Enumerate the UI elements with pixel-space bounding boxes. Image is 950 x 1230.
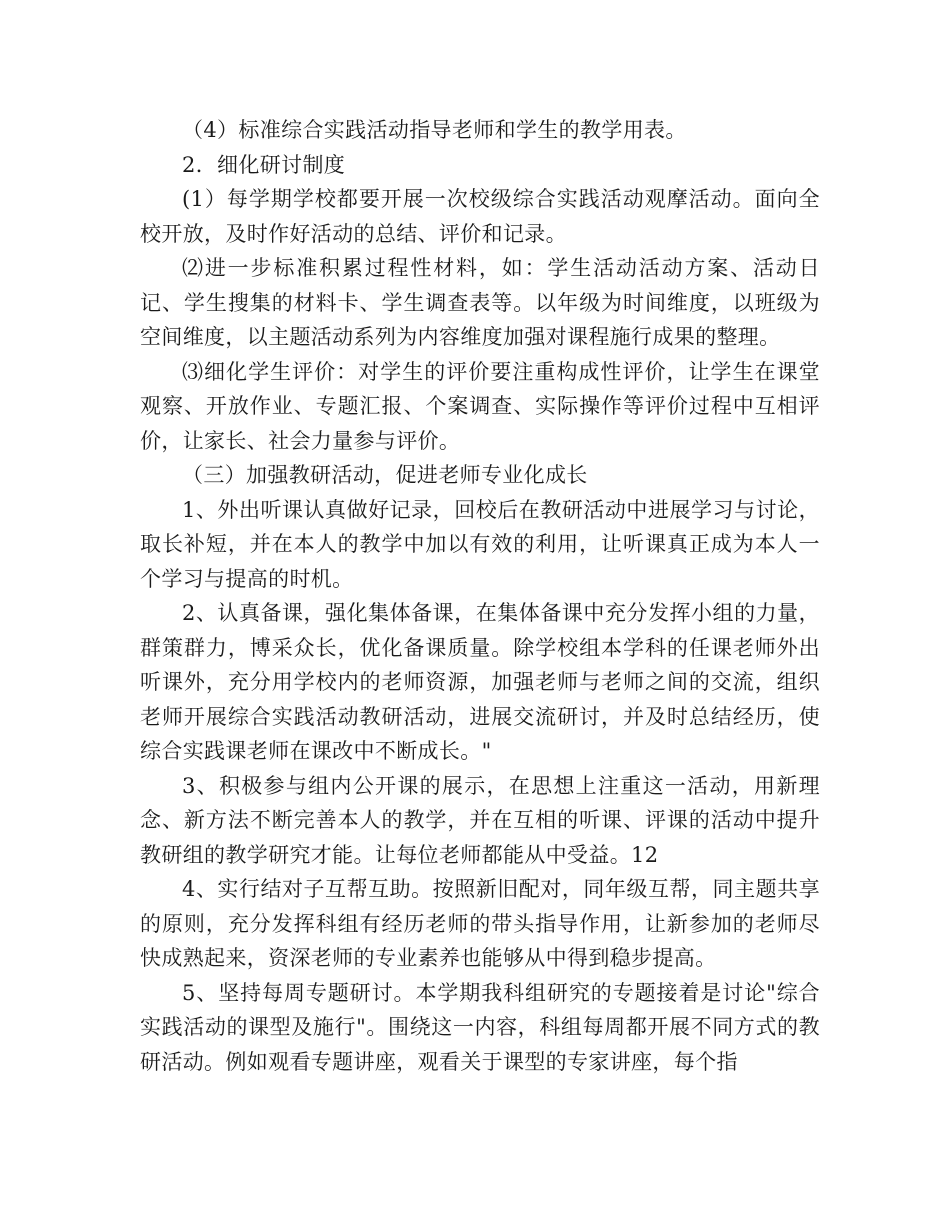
paragraph-observation-activity: (1）每学期学校都要开展一次校级综合实践活动观摩活动。面向全校开放，及时作好活动的总结、评价和记录。 <box>140 187 820 246</box>
heading-refine-research-system: 2．细化研讨制度 <box>182 152 346 177</box>
paragraph-standard-forms: （4）标准综合实践活动指导老师和学生的教学用表。 <box>182 118 687 142</box>
heading-strengthen-teaching-research: （三）加强教研活动，促进老师专业化成长 <box>182 463 588 487</box>
paragraph-collective-preparation: 2、认真备课，强化集体备课，在集体备课中充分发挥小组的力量，群策群力，博采众长，优化备课质量。除学校组本学科的任课老师外出听课外，充分用学校内的老师资源，加强老师与老师之间的交流，组织老师开展综合实践活动教研活动，进展交流研讨，并及时总结经历，使综合实践课老师在课改中不断成长。" <box>140 601 820 763</box>
paragraph-student-evaluation: ⑶细化学生评价：对学生的评价要注重构成性评价，让学生在课堂观察、开放作业、专题汇报、个案调查、实际操作等评价过程中互相评价，让家长、社会力量参与评价。 <box>140 359 820 453</box>
document-body <box>140 113 820 1079</box>
paragraph-weekly-seminar: 5、坚持每周专题研讨。本学期我科组研究的专题接着是讨论"综合实践活动的课型及施行"。围绕这一内容，科组每周都开展不同方式的教研活动。例如观看专题讲座，观看关于课型的专家讲座，每个指 <box>140 980 820 1074</box>
paragraph-mentoring-pairs: 4、实行结对子互帮互助。按照新旧配对，同年级互帮，同主题共享的原则，充分发挥科组有经历老师的带头指导作用，让新参加的老师尽快成熟起来，资深老师的专业素养也能够从中得到稳步提高。 <box>140 877 820 970</box>
paragraph-external-lessons: 1、外出听课认真做好记录，回校后在教研活动中进展学习与讨论，取长补短，并在本人的教学中加以有效的利用，让听课真正成为本人一个学习与提高的时机。 <box>140 497 820 591</box>
paragraph-open-lessons: 3、积极参与组内公开课的展示，在思想上注重这一活动，用新理念、新方法不断完善本人的教学，并在互相的听课、评课的活动中提升教研组的教学研究才能。让每位老师都能从中受益。12 <box>140 773 820 867</box>
paragraph-process-materials: ⑵进一步标准积累过程性材料，如：学生活动活动方案、活动日记、学生搜集的材料卡、学生调查表等。以年级为时间维度，以班级为空间维度，以主题活动系列为内容维度加强对课程施行成果的整理。 <box>140 256 820 349</box>
